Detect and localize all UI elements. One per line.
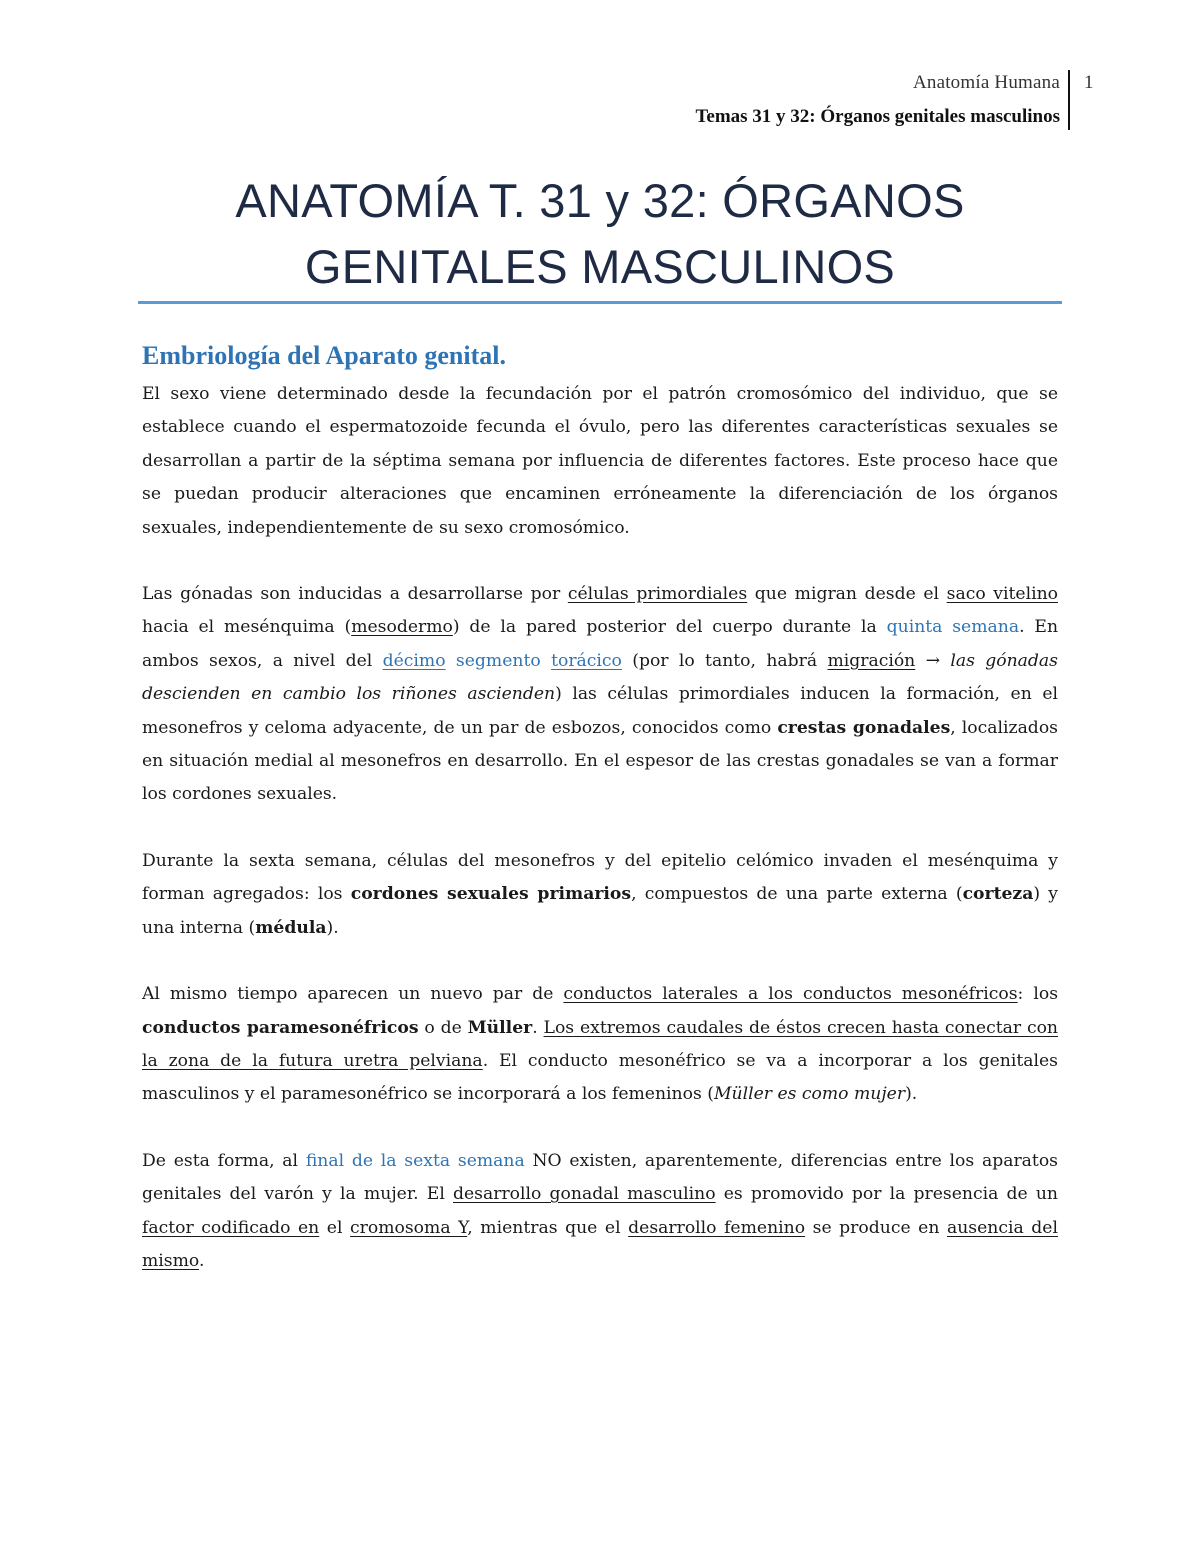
bold-term: médula xyxy=(255,917,327,938)
text-run: Al mismo tiempo aparecen un nuevo par de xyxy=(142,984,564,1005)
text-run: o de xyxy=(418,1017,468,1038)
title-line-2: GENITALES MASCULINOS xyxy=(304,240,896,293)
title-line-1: ANATOMÍA T. 31 y 32: ÓRGANOS xyxy=(235,174,965,227)
underlined-term: cromosoma Y xyxy=(350,1217,468,1238)
title-underline-rule xyxy=(138,301,1062,304)
text-run: . xyxy=(532,1017,544,1038)
text-run: De esta forma, al xyxy=(142,1150,306,1171)
bold-term: Müller xyxy=(467,1017,533,1038)
underlined-term: saco vitelino xyxy=(946,584,1058,605)
text-run: ) y una interna ( xyxy=(142,884,1058,938)
highlighted-term: torácico xyxy=(551,650,622,671)
bold-term: corteza xyxy=(962,884,1034,905)
text-run: NO existen, aparentemente, diferencias entre los aparatos genitales del varón y la mujer. El xyxy=(142,1150,1058,1205)
underlined-term: desarrollo femenino xyxy=(628,1217,806,1238)
highlighted-term: segmento xyxy=(445,650,552,671)
highlighted-term: final de la sexta semana xyxy=(305,1150,525,1171)
italic-note: las gónadas descienden en cambio los riñones ascienden xyxy=(142,650,1059,705)
text-run: (por lo tanto, habrá xyxy=(621,650,828,671)
text-run: ) las células primordiales inducen la formación, en el mesonefros y celoma adyacente, de un par de esbozos, conocidos como xyxy=(142,684,1058,738)
bold-term: crestas gonadales xyxy=(777,717,951,738)
underlined-term: migración xyxy=(827,650,916,671)
text-run: ). xyxy=(326,917,339,938)
text-run: hacia el mesénquima ( xyxy=(142,617,352,638)
section-heading: Embriología del Aparato genital. xyxy=(142,341,506,370)
text-run: es promovido por la presencia de un xyxy=(715,1184,1058,1205)
paragraph-5 xyxy=(142,1145,1058,1279)
text-run: , compuestos de una parte externa ( xyxy=(631,884,963,905)
text-run: ) de la pared posterior del cuerpo durante la xyxy=(452,617,887,638)
underlined-term: mesodermo xyxy=(351,617,453,638)
text-run: , localizados en situación medial al mesonefros en desarrollo. En el espesor de las crestas gonadales se van a formar los cordones sexuales. xyxy=(142,717,1058,805)
text-run: Durante la sexta semana, células del mesonefros y del epitelio celómico invaden el mesénquima y forman agregados: los xyxy=(142,850,1058,905)
text-run: . xyxy=(198,1250,205,1271)
underlined-term: desarrollo gonadal masculino xyxy=(453,1184,716,1205)
text-run: . En ambos sexos, a nivel del xyxy=(142,617,1059,671)
page-header xyxy=(695,66,1060,134)
underlined-term: ausencia del mismo xyxy=(142,1217,1058,1271)
text-run: , mientras que el xyxy=(467,1217,629,1238)
underlined-term: Los extremos caudales de éstos crecen hasta conectar con la zona de la futura uretra pelviana xyxy=(142,1017,1058,1071)
underlined-term: factor codificado en xyxy=(142,1217,320,1238)
bold-term: cordones sexuales primarios xyxy=(350,884,632,905)
text-run: Las gónadas son inducidas a desarrollarse por xyxy=(142,584,568,605)
underlined-term: células primordiales xyxy=(567,584,748,605)
text-run: se produce en xyxy=(805,1217,947,1238)
text-run: . El conducto mesonéfrico se va a incorporar a los genitales masculinos y el paramesonéfrico se incorporará a los femeninos ( xyxy=(142,1050,1058,1105)
bold-term: conductos paramesonéfricos xyxy=(142,1017,419,1038)
arrow-icon: → xyxy=(915,650,951,671)
page-number: 1 xyxy=(1084,72,1094,93)
underlined-term: conductos laterales a los conductos mesonéfricos xyxy=(563,984,1018,1005)
header-subtitle: Temas 31 y 32: Órganos genitales masculinos xyxy=(695,106,1060,127)
text-run: ). xyxy=(905,1084,918,1105)
highlighted-term: quinta semana xyxy=(886,617,1020,638)
header-title: Anatomía Humana xyxy=(912,72,1060,93)
highlighted-term: décimo xyxy=(382,650,446,671)
document-body xyxy=(142,338,1058,1311)
paragraph-2 xyxy=(142,578,1058,812)
paragraph-4 xyxy=(142,978,1058,1112)
document-title xyxy=(140,168,1060,300)
header-divider xyxy=(1068,70,1070,130)
text-run: que migran desde el xyxy=(747,584,947,605)
text-run: : los xyxy=(1017,984,1059,1005)
italic-note: Müller es como mujer xyxy=(713,1084,906,1105)
paragraph-3 xyxy=(142,845,1058,945)
paragraph-1: El sexo viene determinado desde la fecundación por el patrón cromosómico del individuo, que se establece cuando el espermatozoide fecunda el óvulo, pero las diferentes características sexuales se desarrollan a partir de la séptima semana por influencia de diferentes factores. Este proceso hace que se puedan producir alteraciones que encaminen erróneamente la diferenciación de los órganos sexuales, independientemente de su sexo cromosómico. xyxy=(142,384,1058,538)
text-run: el xyxy=(319,1217,351,1238)
